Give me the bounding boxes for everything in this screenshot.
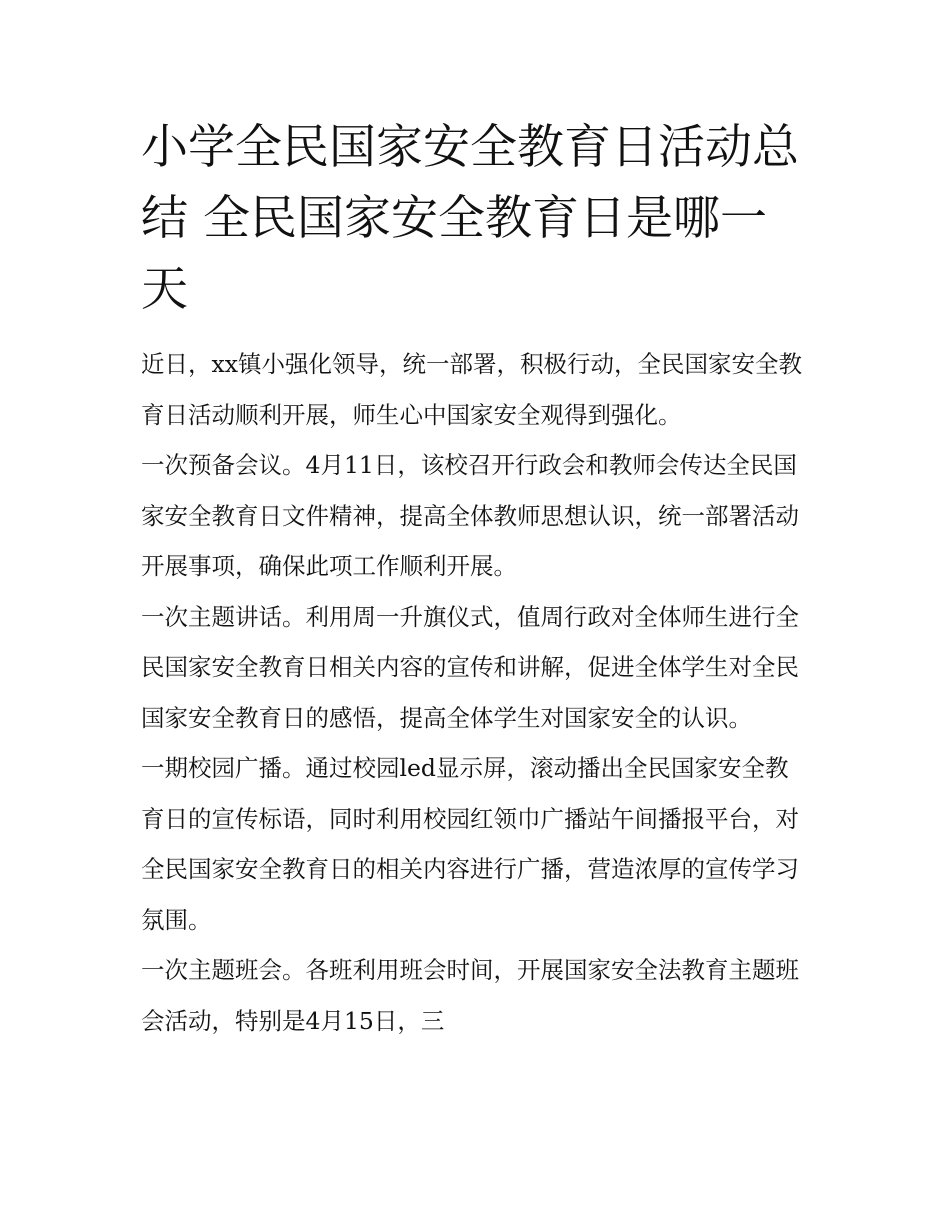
paragraph-theme-class-meeting: 一次主题班会。各班利用班会时间，开展国家安全法教育主题班会活动，特别是4月15日，三 [141,956,799,1035]
paragraph-intro: 近日，xx镇小强化领导，统一部署，积极行动，全民国家安全教育日活动顺利开展，师生心中国家安全观得到强化。 [141,350,803,429]
paragraph-theme-speech: 一次主题讲话。利用周一升旗仪式，值周行政对全体师生进行全民国家安全教育日相关内容的宣传和讲解，促进全体学生对全民国家安全教育日的感悟，提高全体学生对国家安全的认识。 [141,602,799,732]
document-page [141,112,811,1046]
paragraph-preparatory-meeting: 一次预备会议。4月11日，该校召开行政会和教师会传达全民国家安全教育日文件精神，提高全体教师思想认识，统一部署活动开展事项，确保此项工作顺利开展。 [141,451,799,580]
document-title: 小学全民国家安全教育日活动总结 全民国家安全教育日是哪一天 [141,120,799,317]
document-body [141,339,811,1046]
paragraph-campus-broadcast: 一期校园广播。通过校园led显示屏，滚动播出全民国家安全教育日的宣传标语，同时利用校园红领巾广播站午间播报平台，对全民国家安全教育日的相关内容进行广播，营造浓厚的宣传学习氛围。 [141,754,799,934]
